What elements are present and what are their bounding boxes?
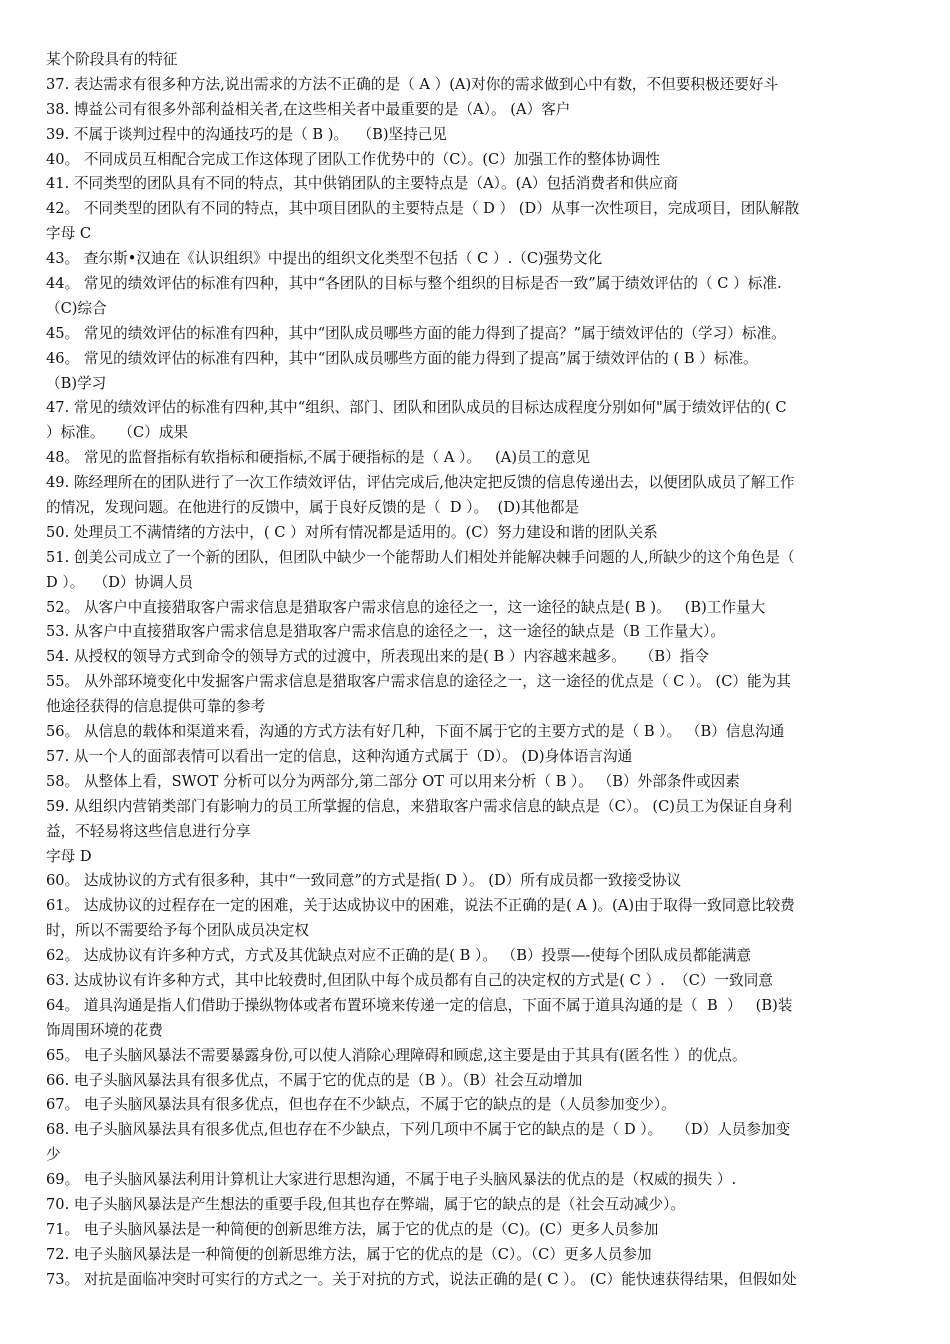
text-line: （C)综合 (46, 299, 107, 317)
text-line: （B)学习 (46, 374, 107, 392)
text-line: 40。 不同成员互相配合完成工作这体现了团队工作优势中的（C）。(C）加强工作的整体协调性 (46, 150, 660, 168)
text-line: 他途径获得的信息提供可靠的参考 (46, 698, 266, 716)
text-line: 50. 处理员工不满情绪的方法中，( C ）对所有情况都是适用的。(C）努力建设和谐的团队关系 (46, 523, 658, 541)
text-line: 61。 达成协议的过程存在一定的困难，关于达成协议中的困难，说法不正确的是( A )。(A)由于取得一致同意比较费 (46, 897, 795, 915)
text-line: 时，所以不需要给予每个团队成员决定权 (46, 922, 310, 940)
text-line: 49. 陈经理所在的团队进行了一次工作绩效评估，评估完成后,他决定把反馈的信息传递出去，以便团队成员了解工作 (46, 474, 795, 492)
text-line: 某个阶段具有的特征 (46, 51, 178, 68)
text-line: 39. 不属于谈判过程中的沟通技巧的是（ B )。 （B)坚持己见 (46, 125, 447, 143)
text-line: 55。 从外部环境变化中发掘客户需求信息是猎取客户需求信息的途径之一，这一途径的优点是（ C ）。 (C）能为其 (46, 673, 791, 691)
text-line: 51. 创美公司成立了一个新的团队，但团队中缺少一个能帮助人们相处并能解决棘手问题的人,所缺少的这个角色是（ (46, 548, 795, 566)
text-line: 71。 电子头脑风暴法是一种简便的创新思维方法，属于它的优点的是（C)。(C）更多人员参加 (46, 1220, 659, 1238)
text-line: 48。 常见的监督指标有软指标和硬指标,不属于硬指标的是（ A ）。 (A)员工的意见 (46, 449, 591, 467)
text-line: 54. 从授权的领导方式到命令的领导方式的过渡中，所表现出来的是( B ）内容越来越多。 （B）指令 (46, 648, 709, 666)
text-line: 41. 不同类型的团队具有不同的特点，其中供销团队的主要特点是（A）。(A）包括消费者和供应商 (46, 175, 679, 193)
text-line: 73。 对抗是面临冲突时可实行的方式之一。关于对抗的方式，说法正确的是( C ）。 (C）能快速获得结果，但假如处 (46, 1270, 797, 1288)
text-line: 益，不轻易将这些信息进行分享 (46, 822, 251, 840)
text-line: 37. 表达需求有很多种方法,说出需求的方法不正确的是（ A ）(A)对你的需求做到心中有数，不但要积极还要好斗 (46, 75, 779, 93)
text-line: 56。 从信息的载体和渠道来看，沟通的方式方法有好几种，下面不属于它的主要方式的是（ B ）。 （B）信息沟通 (46, 723, 785, 741)
document-page (46, 48, 906, 1293)
text-line: 67。 电子头脑风暴法具有很多优点，但也存在不少缺点，不属于它的缺点的是（人员参加变少）。 (46, 1096, 676, 1114)
text-line: 53. 从客户中直接猎取客户需求信息是猎取客户需求信息的途径之一，这一途径的缺点是（B 工作量大）。 (46, 623, 726, 641)
text-line: 63. 达成协议有许多种方式，其中比较费时,但团队中每个成员都有自己的决定权的方式是( C ）. （C）一致同意 (46, 971, 773, 989)
text-line: 57. 从一个人的面部表情可以看出一定的信息，这种沟通方式属于（D）。 (D)身体语言沟通 (46, 747, 633, 765)
text-line: 60。 达成协议的方式有很多种，其中“一致同意”的方式是指( D ）。 (D）所有成员都一致接受协议 (46, 872, 682, 890)
text-line: 47. 常见的绩效评估的标准有四种,其中“组织、部门、团队和团队成员的目标达成程度分别如何"属于绩效评估的( C (46, 399, 787, 417)
text-line: 64。 道具沟通是指人们借助于操纵物体或者布置环境来传递一定的信息，下面不属于道具沟通的是（ B ） (B)装 (46, 996, 793, 1014)
text-line: 52。 从客户中直接猎取客户需求信息是猎取客户需求信息的途径之一，这一途径的缺点是( B )。 (B)工作量大 (46, 598, 766, 616)
text-line: 65。 电子头脑风暴法不需要暴露身份,可以使人消除心理障碍和顾虑,这主要是由于其具有(匿名性 ）的优点。 (46, 1046, 747, 1064)
text-line: 68. 电子头脑风暴法具有很多优点,但也存在不少缺点，下列几项中不属于它的缺点的是（ D ）。 （D）人员参加变 (46, 1121, 791, 1139)
text-line: 62。 达成协议有许多种方式，方式及其优缺点对应不正确的是( B ）。 （B）投票—-使每个团队成员都能满意 (46, 947, 752, 965)
text-line: 的情况，发现问题。在他进行的反馈中，属于良好反馈的是（ D ）。 (D)其他都是 (46, 499, 580, 517)
text-line: 72. 电子头脑风暴法是一种简便的创新思维方法，属于它的优点的是（C）。（C）更多人员参加 (46, 1245, 652, 1263)
text-line: 42。 不同类型的团队有不同的特点，其中项目团队的主要特点是（ D ） (D）从事一次性项目，完成项目，团队解散 (46, 200, 800, 218)
text-line: 少 (46, 1146, 61, 1164)
text-line: 70. 电子头脑风暴法是产生想法的重要手段,但其也存在弊端，属于它的缺点的是（社会互动减少）。 (46, 1195, 686, 1213)
text-line: 59. 从组织内营销类部门有影响力的员工所掌握的信息，来猎取客户需求信息的缺点是（C）。 (C)员工为保证自身利 (46, 797, 792, 815)
text-line: 46。 常见的绩效评估的标准有四种，其中“团队成员哪些方面的能力得到了提高”属于绩效评估的 ( B ）标准。 (46, 349, 758, 367)
text-line: 饰周围环境的花费 (46, 1021, 163, 1039)
text-line: 58。 从整体上看，SWOT 分析可以分为两部分,第二部分 OT 可以用来分析（ B ）。 （B）外部条件或因素 (46, 772, 740, 790)
text-line: 66. 电子头脑风暴法具有很多优点，不属于它的优点的是（B ）。（B）社会互动增加 (46, 1071, 583, 1089)
text-line: 69。 电子头脑风暴法利用计算机让大家进行思想沟通，不属于电子头脑风暴法的优点的是（权威的损失 ）. (46, 1171, 737, 1189)
text-line: 38. 博益公司有很多外部利益相关者,在这些相关者中最重要的是（A）。 (A）客户 (46, 100, 571, 118)
text-line: 45。 常见的绩效评估的标准有四种，其中“团队成员哪些方面的能力得到了提高？”属于绩效评估的（学习）标准。 (46, 324, 786, 342)
text-line: D ）。 （D）协调人员 (46, 573, 194, 591)
text-line: 43。 查尔斯•汉迪在《认识组织》中提出的组织文化类型不包括（ C ）.（C)强势文化 (46, 250, 603, 268)
text-line: 字母 C (46, 225, 92, 243)
text-line: 字母 D (46, 847, 92, 865)
text-line: 44。 常见的绩效评估的标准有四种，其中“各团队的目标与整个组织的目标是否一致”属于绩效评估的（ C ）标准. (46, 275, 782, 293)
text-line: ）标准。 （C）成果 (46, 424, 189, 442)
